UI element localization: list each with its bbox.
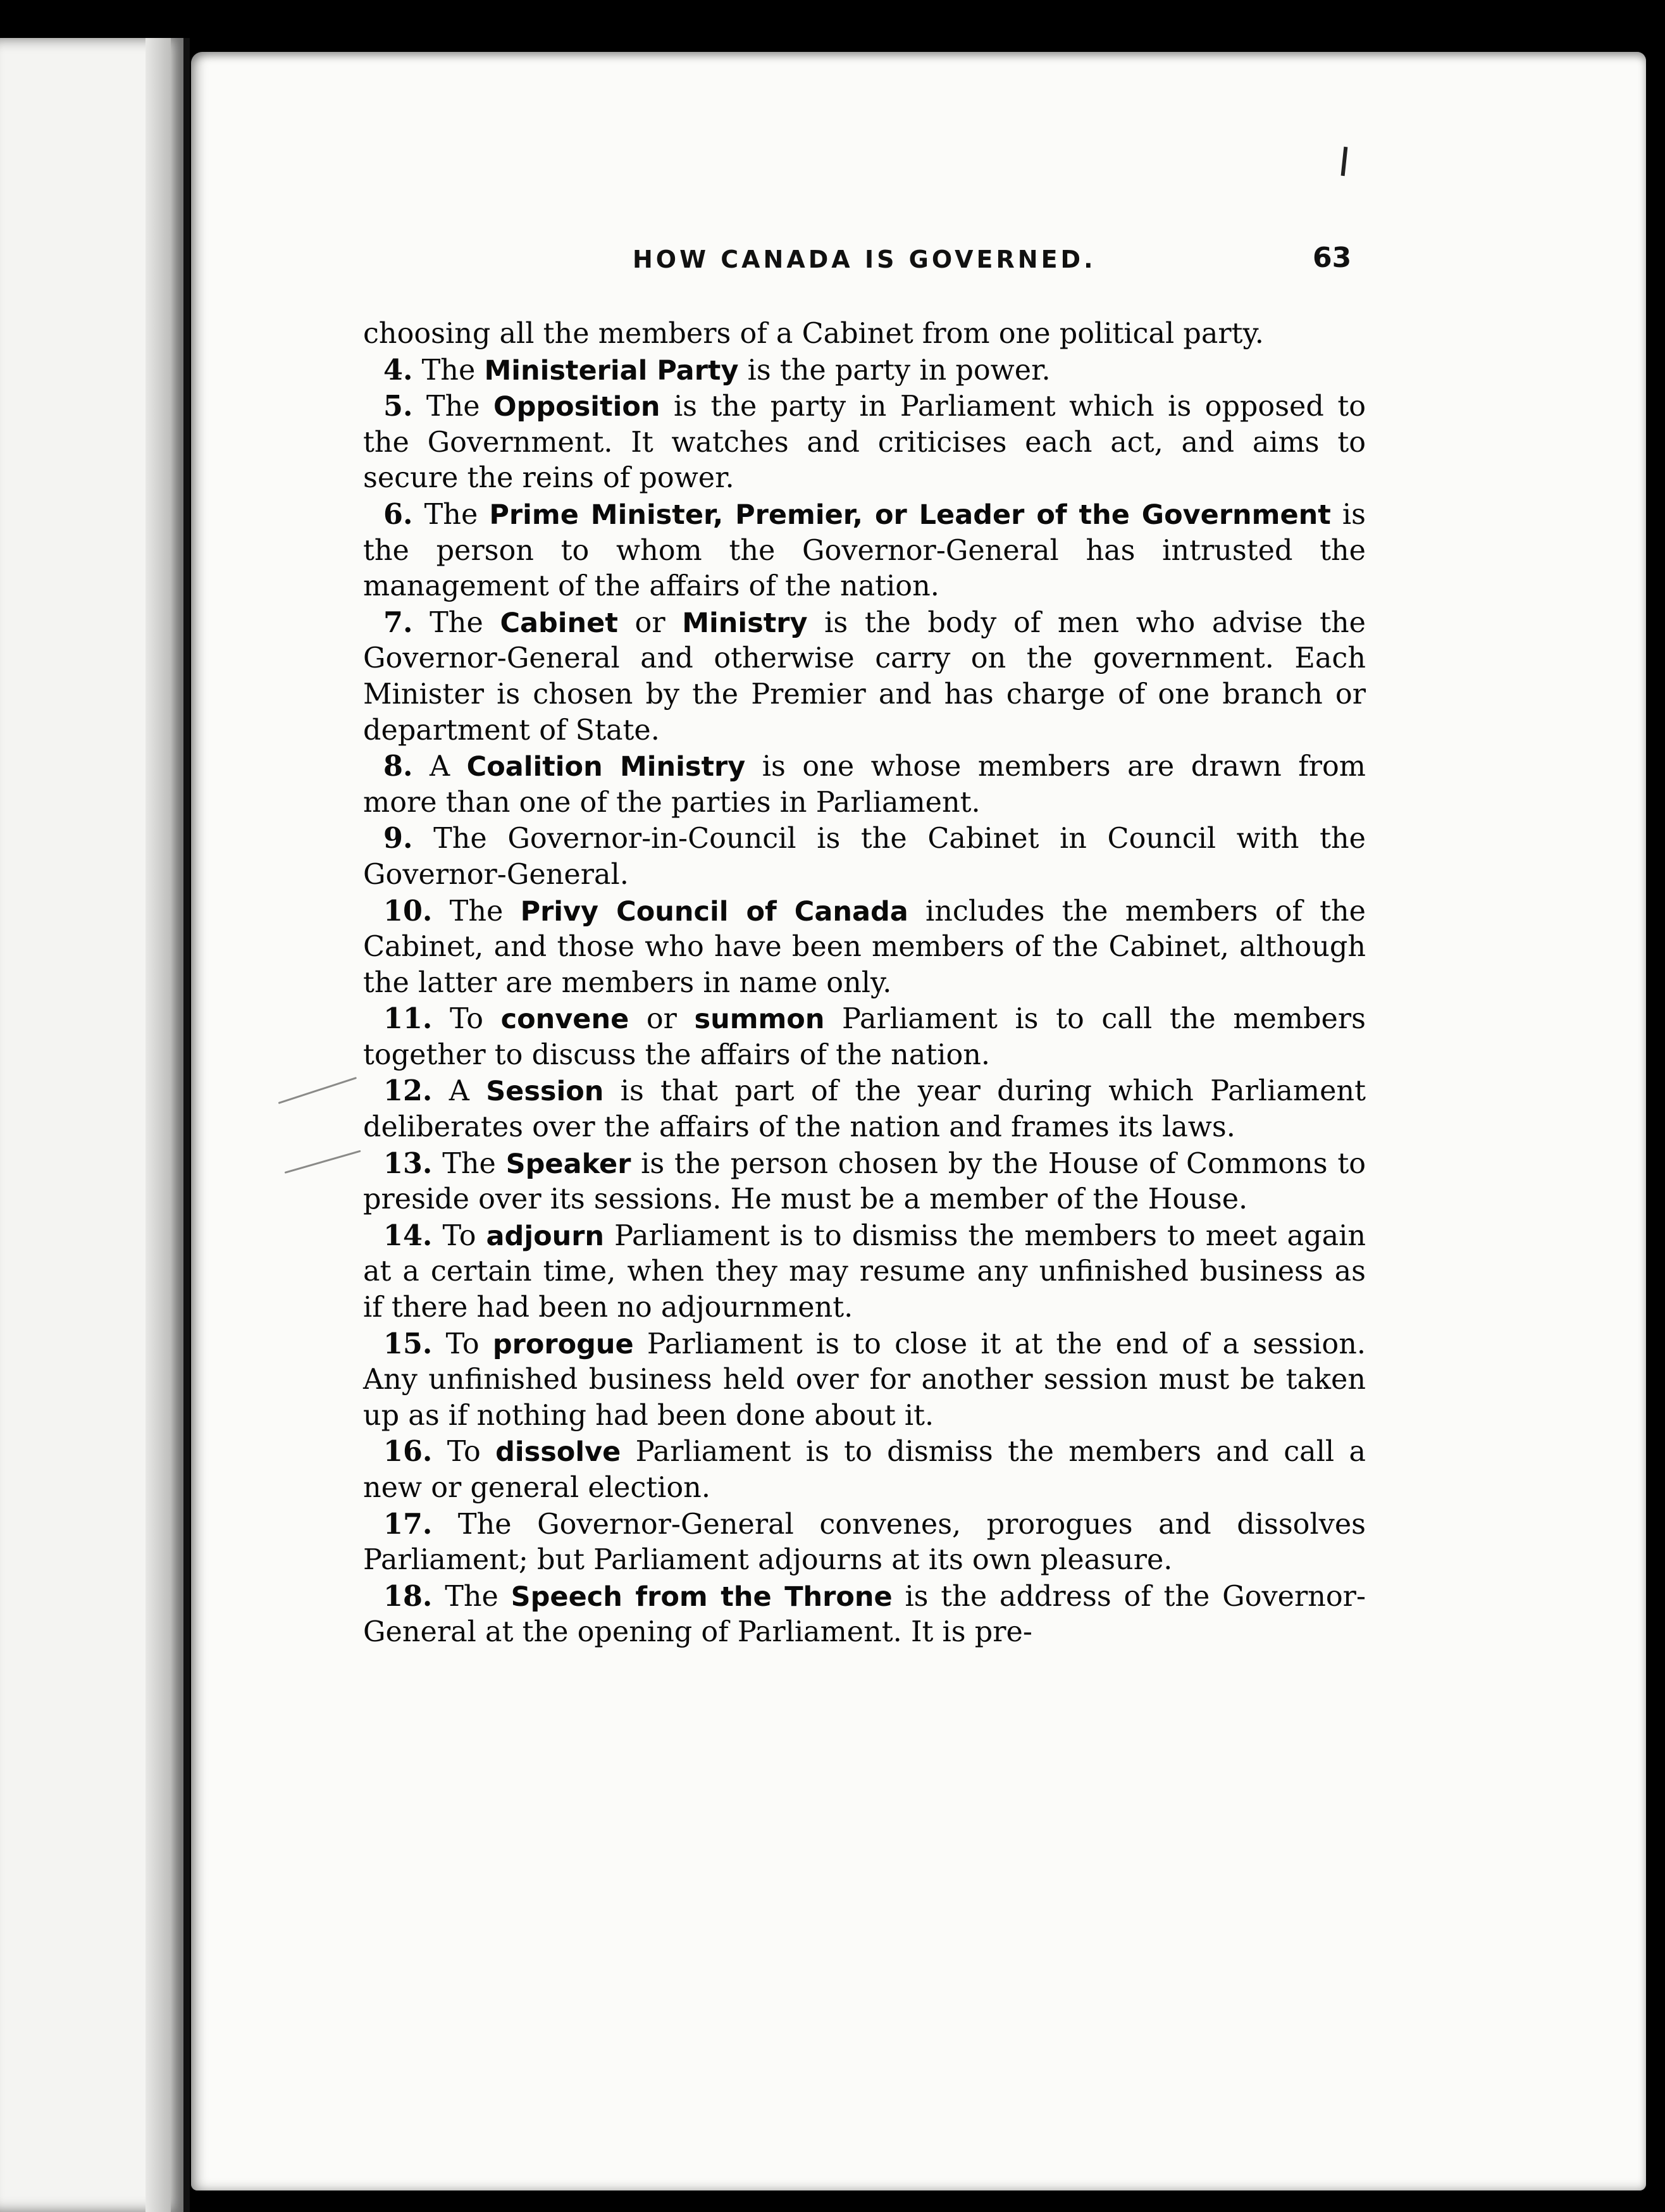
item-number: 16. (383, 1435, 433, 1469)
definition-18 (363, 1579, 1366, 1651)
definition-16 (363, 1434, 1366, 1506)
paragraph-text: is the body of men who advise the Governor-General and otherwise carry on the government. Each Minister is chosen by the Premier and has charge of one branch or department of State. (363, 606, 1366, 747)
paragraph-text: or (629, 1003, 695, 1036)
defined-term: adjourn (486, 1220, 605, 1252)
item-number: 11. (383, 1002, 433, 1036)
paragraph-text: is one whose members are drawn from more than one of the parties in Parliament. (363, 750, 1366, 819)
defined-term: Cabinet (500, 607, 618, 639)
page-number: 63 (1313, 242, 1352, 274)
paragraph-text: choosing all the members of a Cabinet from one political party. (363, 318, 1264, 350)
page-curl (145, 38, 171, 2212)
paragraph-text: Parliament is to close it at the end of a session. Any unfinished business held over for another session must be taken up as if nothing had been done about it. (363, 1327, 1366, 1432)
paragraph-text: A (449, 1075, 486, 1108)
paragraph-text: Parliament is to dismiss the members to meet again at a certain time, when they may resume any unfinished business as if there had been no adjournment. (363, 1219, 1366, 1324)
item-number: 14. (383, 1219, 433, 1252)
paragraph-text: is the person to whom the Governor-General has intrusted the management of the affairs of the nation. (363, 498, 1366, 603)
item-number: 13. (383, 1146, 433, 1180)
defined-term: dissolve (495, 1436, 621, 1469)
item-number: 15. (383, 1327, 433, 1360)
paragraph-text: The Governor-General convenes, prorogues and dissolves Parliament; but Parliament adjourns at its own pleasure. (363, 1508, 1366, 1577)
paragraph-text: is the party in power. (738, 354, 1051, 387)
defined-term: Speech from the Throne (511, 1581, 893, 1613)
ink-speck (1341, 147, 1348, 176)
item-number: 8. (383, 750, 413, 783)
running-head: HOW CANADA IS GOVERNED. (633, 245, 1096, 273)
paragraph-text: includes the members of the Cabinet, and those who have been members of the Cabinet, although the latter are members in name only. (363, 895, 1366, 999)
defined-term: Speaker (505, 1148, 631, 1180)
defined-term: summon (694, 1003, 825, 1036)
definition-4 (363, 352, 1366, 389)
item-number: 4. (383, 353, 413, 387)
definition-17 (363, 1507, 1366, 1579)
paragraph-text: A (429, 750, 467, 783)
defined-term: Ministry (682, 607, 808, 639)
paragraph-text: Parliament is to dismiss the members and call a new or general election. (363, 1436, 1366, 1504)
previous-page-edge (0, 38, 190, 2212)
paragraph-continuation (363, 316, 1366, 352)
paragraph-text: To (445, 1327, 493, 1360)
definition-13 (363, 1146, 1366, 1218)
scan-border (0, 0, 1665, 44)
paragraph-text: is the person chosen by the House of Commons to preside over its sessions. He must be a member of the House. (363, 1147, 1366, 1216)
paragraph-text: To (442, 1219, 486, 1252)
paragraph-text: or (617, 606, 683, 639)
paragraph-text: is the address of the Governor-General at the opening of Parliament. It is pre- (363, 1580, 1366, 1649)
defined-term: Opposition (493, 391, 660, 423)
paragraph-text: The (449, 895, 521, 928)
paragraph-text: The (445, 1580, 511, 1613)
item-number: 10. (383, 894, 433, 928)
paragraph-text: is that part of the year during which Parliament deliberates over the affairs of the nation and frames its laws. (363, 1075, 1366, 1144)
item-number: 18. (383, 1579, 433, 1613)
defined-term: Privy Council of Canada (520, 895, 908, 928)
definition-8 (363, 749, 1366, 821)
definition-11 (363, 1001, 1366, 1073)
defined-term: prorogue (492, 1328, 634, 1360)
paragraph-text: Parliament is to call the members together to discuss the affairs of the nation. (363, 1003, 1366, 1071)
item-number: 6. (383, 497, 413, 531)
item-number: 9. (383, 822, 413, 855)
paragraph-text: is the party in Parliament which is opposed to the Government. It watches and criticises each act, and aims to secure the reins of power. (363, 390, 1366, 495)
defined-term: Ministerial Party (484, 354, 739, 387)
definition-15 (363, 1326, 1366, 1434)
defined-term: convene (500, 1003, 629, 1036)
definition-12 (363, 1073, 1366, 1145)
definition-5 (363, 388, 1366, 497)
paragraph-text: The (442, 1147, 506, 1180)
paragraph-text: The (421, 354, 485, 387)
defined-term: Prime Minister, Premier, or Leader of the Government (489, 499, 1331, 531)
paragraph-text: The Governor-in-Council is the Cabinet in Council with the Governor-General. (363, 823, 1366, 891)
item-number: 7. (383, 606, 413, 639)
definition-9 (363, 821, 1366, 893)
definition-6 (363, 497, 1366, 605)
paragraph-text: To (450, 1003, 501, 1036)
item-number: 17. (383, 1507, 433, 1541)
paragraph-text: The (430, 606, 500, 639)
paragraph-text: To (447, 1436, 496, 1469)
paragraph-text: The (424, 498, 490, 531)
definition-14 (363, 1218, 1366, 1326)
defined-term: Session (486, 1076, 604, 1108)
paragraph-text: The (426, 390, 494, 423)
definition-7 (363, 605, 1366, 749)
item-number: 5. (383, 390, 413, 423)
page-body (363, 316, 1366, 1651)
definition-10 (363, 893, 1366, 1002)
item-number: 12. (383, 1074, 433, 1108)
defined-term: Coalition Ministry (466, 751, 746, 783)
